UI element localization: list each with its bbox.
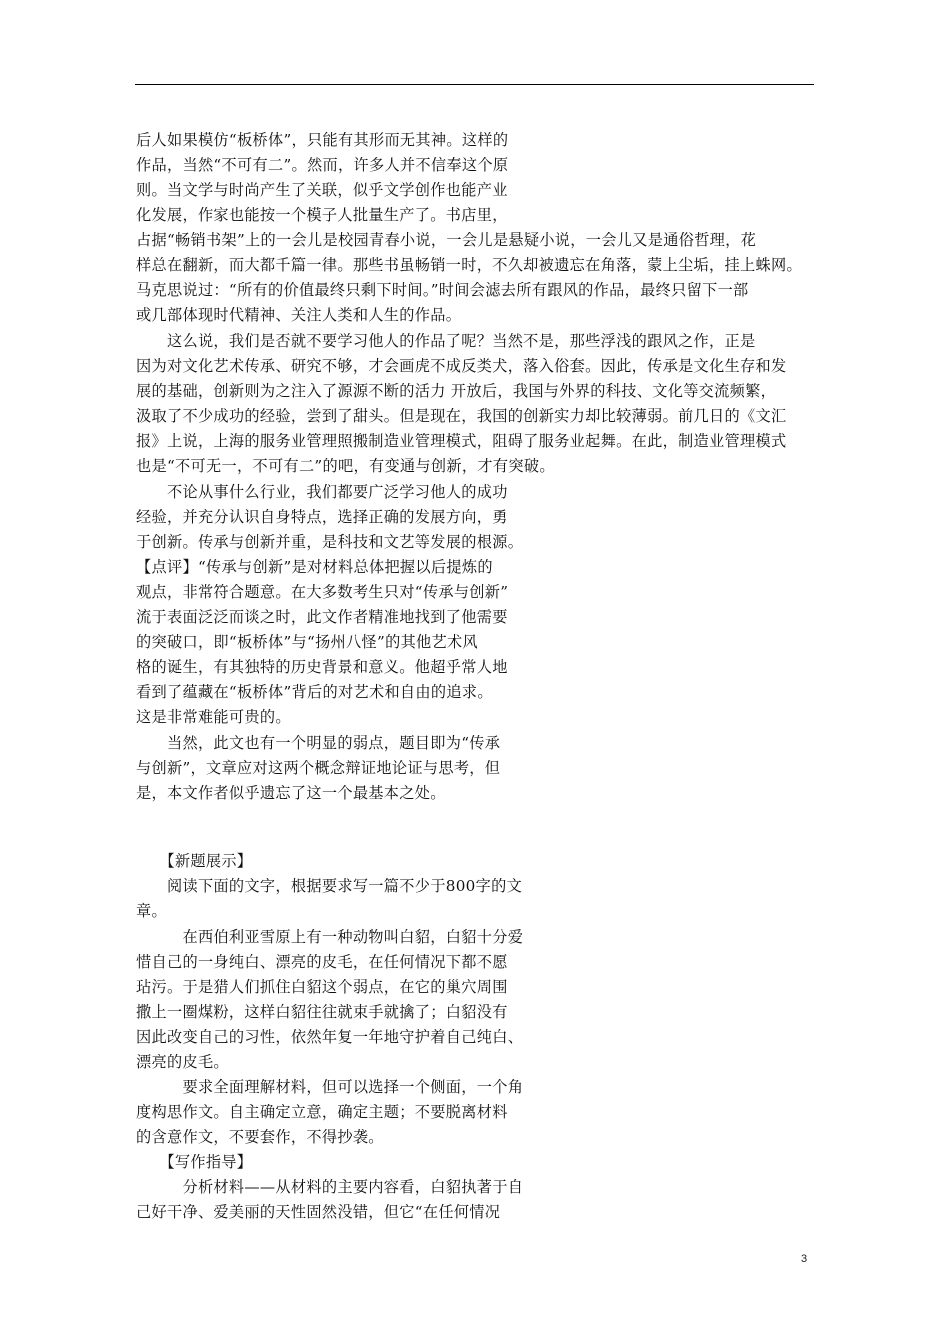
- text-line: 也是“不可无一，不可有二”的吧，有变通与创新，才有突破。: [136, 457, 555, 475]
- text-line: 【新题展示】: [136, 852, 253, 870]
- text-line: 度构思作文。自主确定立意，确定主题；不要脱离材料: [136, 1103, 508, 1121]
- text-line: 漂亮的皮毛。: [136, 1053, 229, 1071]
- text-line: 汲取了不少成功的经验，尝到了甜头。但是现在，我国的创新实力却比较薄弱。前几日的《文汇: [136, 407, 787, 425]
- text-line: 占据“畅销书架”上的一会儿是校园青春小说，一会儿是悬疑小说，一会儿又是通俗哲理，花: [136, 231, 757, 249]
- text-line: 【点评】“传承与创新”是对材料总体把握以后提炼的: [136, 558, 493, 576]
- text-line: 阅读下面的文字，根据要求写一篇不少于800字的文: [136, 877, 523, 895]
- text-line: 作品，当然“不可有二”。然而，许多人并不信奉这个原: [136, 156, 509, 174]
- text-line: 因此改变自己的习性，依然年复一年地守护着自己纯白、: [136, 1028, 524, 1046]
- text-line: 己好干净、爱美丽的天性固然没错，但它“在任何情况: [136, 1203, 501, 1221]
- text-line: 流于表面泛泛而谈之时，此文作者精准地找到了他需要: [136, 608, 508, 626]
- text-line: 撒上一圈煤粉，这样白貂往往就束手就擒了；白貂没有: [136, 1003, 508, 1021]
- text-line: 与创新”，文章应对这两个概念辩证地论证与思考，但: [136, 759, 501, 777]
- text-line: 报》上说，上海的服务业管理照搬制造业管理模式，阻碍了服务业起舞。在此，制造业管理模式: [136, 432, 787, 450]
- text-line: 看到了蕴藏在“板桥体”背后的对艺术和自由的追求。: [136, 683, 493, 701]
- text-line: 化发展，作家也能按一个模子人批量生产了。书店里，: [136, 206, 508, 224]
- text-line: 当然，此文也有一个明显的弱点，题目即为“传承: [136, 734, 501, 752]
- text-line: 经验，并充分认识自身特点，选择正确的发展方向，勇: [136, 508, 508, 526]
- text-line: 因为对文化艺术传承、研究不够，才会画虎不成反类犬，落入俗套。因此，传承是文化生存和发: [136, 357, 787, 375]
- text-line: 或几部体现时代精神、关注人类和人生的作品。: [136, 306, 462, 324]
- text-line: 则。当文学与时尚产生了关联，似乎文学创作也能产业: [136, 181, 508, 199]
- text-line: 要求全面理解材料，但可以选择一个侧面，一个角: [136, 1078, 524, 1096]
- text-line: 在西伯利亚雪原上有一种动物叫白貂，白貂十分爱: [136, 928, 524, 946]
- text-line: 玷污。于是猎人们抓住白貂这个弱点，在它的巢穴周围: [136, 978, 508, 996]
- text-line: 的突破口，即“板桥体”与“扬州八怪”的其他艺术风: [136, 633, 479, 651]
- header-rule: [135, 84, 814, 85]
- text-line: 【写作指导】: [136, 1153, 253, 1171]
- text-line: 马克思说过：“所有的价值最终只剩下时间。”时间会滤去所有跟风的作品，最终只留下一部: [136, 281, 749, 299]
- text-line: 的含意作文，不要套作，不得抄袭。: [136, 1128, 384, 1146]
- text-line: 分析材料——从材料的主要内容看，白貂执著于自: [136, 1178, 524, 1196]
- text-line: 惜自己的一身纯白、漂亮的皮毛，在任何情况下都不愿: [136, 953, 508, 971]
- text-line: 于创新。传承与创新并重，是科技和文艺等发展的根源。: [136, 533, 524, 551]
- text-line: 这么说，我们是否就不要学习他人的作品了呢？当然不是，那些浮浅的跟风之作，正是: [136, 332, 756, 350]
- text-line: 展的基础，创新则为之注入了源源不断的活力 开放后，我国与外界的科技、文化等交流频繁，: [136, 382, 777, 400]
- text-line: 样总在翻新，而大都千篇一律。那些书虽畅销一时，不久却被遗忘在角落，蒙上尘垢，挂上蛛网。: [136, 256, 802, 274]
- text-line: 不论从事什么行业，我们都要广泛学习他人的成功: [136, 483, 508, 501]
- text-line: 后人如果模仿“板桥体”，只能有其形而无其神。这样的: [136, 131, 509, 149]
- text-line: 观点，非常符合题意。在大多数考生只对“传承与创新”: [136, 583, 509, 601]
- text-line: 这是非常难能可贵的。: [136, 708, 291, 726]
- text-line: 格的诞生，有其独特的历史背景和意义。他超乎常人地: [136, 658, 508, 676]
- page-number: 3: [801, 1253, 808, 1265]
- text-line: 是，本文作者似乎遗忘了这一个最基本之处。: [136, 784, 446, 802]
- text-line: 章。: [136, 902, 167, 920]
